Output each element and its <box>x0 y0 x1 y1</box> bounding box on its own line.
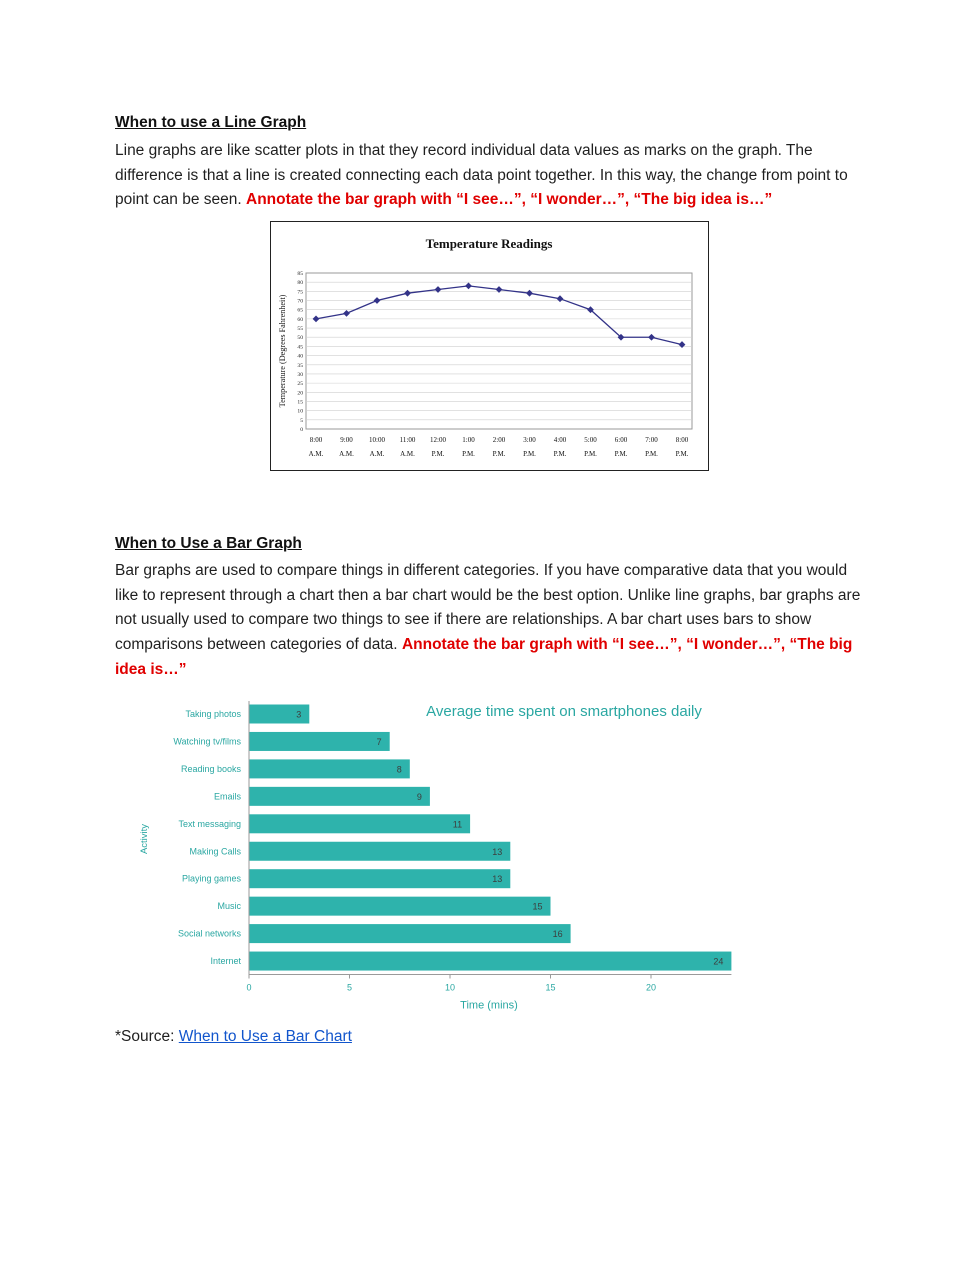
category-label: Music <box>217 901 241 912</box>
line-graph-annotation-text: Annotate the bar graph with “I see…”, “I wonder…”, “The big idea is…” <box>246 191 773 209</box>
line-chart-svg <box>271 222 708 470</box>
bar-value-label: 13 <box>492 874 503 885</box>
x-tick-time: 11:00 <box>399 436 416 444</box>
bar-value-label: 11 <box>452 819 463 830</box>
bar-graph-annotation-text: Annotate the bar graph with “I see…”, “I wonder…”, “The big idea is…” <box>115 636 853 678</box>
x-tick-time: 3:00 <box>523 436 536 444</box>
bar-value-label: 24 <box>713 956 724 967</box>
category-label: Internet <box>210 956 241 967</box>
x-tick-meridiem: P.M. <box>675 450 689 458</box>
x-tick-meridiem: A.M. <box>308 450 324 458</box>
y-tick-label: 35 <box>297 362 303 369</box>
bar-value-label: 13 <box>492 846 503 857</box>
x-tick-meridiem: P.M. <box>645 450 658 458</box>
x-tick-meridiem: P.M. <box>553 450 567 458</box>
line-chart-ylabel: Temperature (Degrees Fahrenheit) <box>278 294 287 408</box>
x-tick-meridiem: P.M. <box>523 450 536 458</box>
x-tick-meridiem: A.M. <box>400 450 415 458</box>
bar-value-label: 15 <box>532 901 543 912</box>
category-label: Text messaging <box>178 818 241 829</box>
x-tick-time: 9:00 <box>340 436 353 444</box>
category-label: Social networks <box>177 928 241 939</box>
y-tick-label: 80 <box>297 280 303 287</box>
x-tick-time: 2:00 <box>492 436 506 444</box>
x-tick-label: 10 <box>444 982 456 993</box>
y-tick-label: 5 <box>300 417 303 424</box>
bar-chart-ylabel: Activity <box>139 823 150 855</box>
y-tick-label: 45 <box>297 344 303 351</box>
y-tick-label: 25 <box>297 381 303 388</box>
x-tick-time: 12:00 <box>430 436 446 444</box>
y-tick-label: 60 <box>297 316 303 323</box>
line-chart-title: Temperature Readings <box>425 236 553 251</box>
bar <box>249 897 551 916</box>
y-tick-label: 10 <box>297 408 303 415</box>
x-tick-meridiem: P.M. <box>431 450 445 458</box>
bar <box>249 952 731 971</box>
y-tick-label: 15 <box>297 399 303 406</box>
bar <box>249 814 470 833</box>
y-tick-label: 30 <box>297 371 303 378</box>
bar-value-label: 16 <box>552 929 563 940</box>
bar-graph-heading: When to Use a Bar Graph <box>115 535 302 552</box>
x-tick-meridiem: A.M. <box>369 450 385 458</box>
bar <box>249 787 430 806</box>
x-tick-time: 8:00 <box>675 436 689 444</box>
line-graph-body-text: Line graphs are like scatter plots in that they record individual data values as marks on the graph. The difference is that a line is created connecting each data point together. In this way, the change from point to point can be seen. <box>115 142 848 209</box>
bar <box>249 759 410 778</box>
y-tick-label: 55 <box>297 326 303 333</box>
category-label: Taking photos <box>185 709 241 719</box>
bar-value-label: 9 <box>416 791 422 802</box>
line-graph-paragraph <box>115 139 865 213</box>
x-tick-label: 5 <box>346 982 353 993</box>
category-label: Watching tv/films <box>173 736 241 747</box>
y-tick-label: 50 <box>297 335 303 342</box>
y-tick-label: 20 <box>297 390 303 397</box>
x-tick-time: 7:00 <box>645 436 658 444</box>
bar <box>249 842 510 861</box>
y-tick-label: 75 <box>297 289 303 296</box>
category-label: Making Calls <box>189 846 241 857</box>
bar-chart-xlabel: Time (mins) <box>460 999 518 1012</box>
bar-value-label: 3 <box>296 709 302 720</box>
bar-value-label: 8 <box>396 764 402 775</box>
bar <box>249 924 571 943</box>
x-tick-label: 0 <box>246 982 252 993</box>
plot-area <box>306 273 692 429</box>
x-tick-label: 20 <box>645 982 657 993</box>
bar-value-label: 7 <box>376 736 382 747</box>
x-tick-time: 6:00 <box>614 436 628 444</box>
x-tick-label: 15 <box>545 982 556 993</box>
source-line <box>115 1028 352 1046</box>
y-tick-label: 65 <box>297 307 303 314</box>
y-tick-label: 70 <box>297 298 303 305</box>
x-tick-meridiem: P.M. <box>462 450 475 458</box>
x-tick-meridiem: P.M. <box>492 450 506 458</box>
bar-graph-body-text: Bar graphs are used to compare things in different categories. If you have comparative data that you would like to represent through a chart then a bar chart would be the best option. Unlike line graphs, bar graphs are not usually used to compare two things to see if there are relationships. A bar chart uses bars to show comparisons between categories of data. <box>115 562 861 654</box>
category-label: Playing games <box>181 873 241 884</box>
temperature-line-chart <box>270 221 709 471</box>
x-tick-meridiem: A.M. <box>339 450 354 458</box>
bar-chart-title: Average time spent on smartphones daily <box>426 703 702 720</box>
line-graph-heading: When to use a Line Graph <box>115 114 307 131</box>
x-tick-time: 8:00 <box>309 436 323 444</box>
x-tick-time: 5:00 <box>584 436 597 444</box>
source-prefix: *Source: <box>115 1028 179 1045</box>
source-link[interactable]: When to Use a Bar Chart <box>178 1028 352 1045</box>
category-label: Emails <box>213 791 241 802</box>
bar-chart-svg <box>137 697 737 1019</box>
category-label: Reading books <box>180 763 241 774</box>
y-tick-label: 40 <box>297 353 303 360</box>
bar-graph-paragraph <box>115 559 865 683</box>
x-tick-time: 1:00 <box>462 436 475 444</box>
y-tick-label: 85 <box>297 271 303 277</box>
bar <box>249 869 510 888</box>
x-tick-time: 10:00 <box>369 436 385 444</box>
x-tick-meridiem: P.M. <box>584 450 597 458</box>
x-tick-meridiem: P.M. <box>614 450 628 458</box>
x-tick-time: 4:00 <box>553 436 567 444</box>
smartphone-bar-chart <box>137 697 737 1019</box>
y-tick-label: 0 <box>300 427 303 433</box>
bar <box>249 732 390 751</box>
